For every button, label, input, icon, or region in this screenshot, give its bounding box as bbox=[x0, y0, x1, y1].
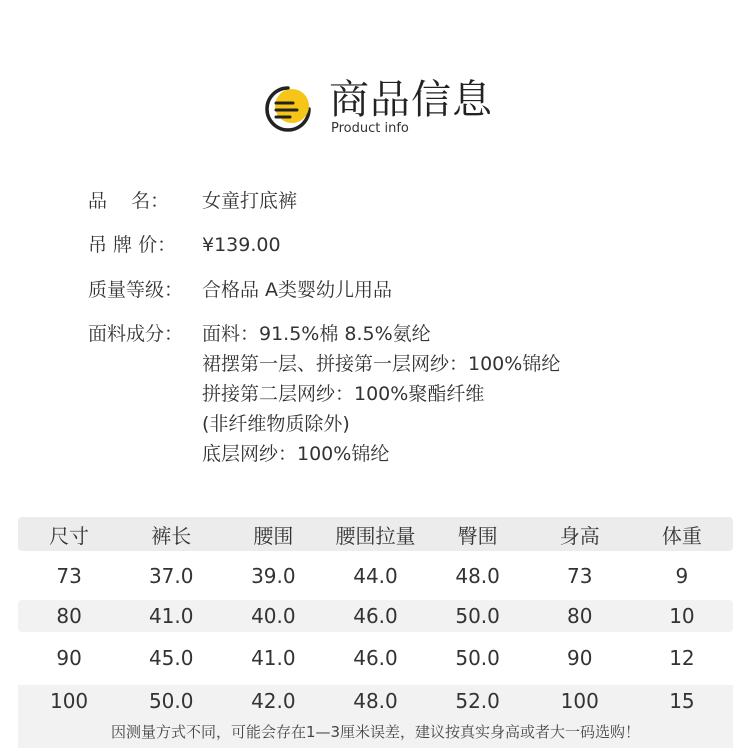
table-cell: 90 bbox=[567, 646, 593, 670]
table-cell: 46.0 bbox=[353, 646, 398, 670]
table-header-cell: 身高 bbox=[559, 523, 600, 548]
page-subtitle: Product info bbox=[331, 121, 409, 136]
table-cell: 40.0 bbox=[251, 604, 296, 628]
table-row bbox=[18, 642, 733, 674]
table-cell: 52.0 bbox=[455, 689, 500, 713]
table-cell: 42.0 bbox=[251, 689, 296, 713]
table-cell: 12 bbox=[669, 646, 695, 670]
info-row-name bbox=[88, 186, 728, 230]
menu-circle-icon bbox=[263, 84, 313, 134]
table-cell: 10 bbox=[669, 604, 695, 628]
info-value-line: 底层网纱：100%锦纶 bbox=[202, 443, 390, 465]
table-header-cell: 体重 bbox=[661, 523, 702, 548]
table-header-cell: 腰围拉量 bbox=[335, 523, 416, 548]
table-cell: 44.0 bbox=[353, 564, 398, 588]
info-row-fabric bbox=[88, 319, 728, 469]
table-cell: 100 bbox=[560, 689, 599, 713]
info-value-line: 女童打底裤 bbox=[202, 190, 298, 212]
table-cell: 100 bbox=[49, 689, 89, 713]
info-label: 质量等级： bbox=[88, 279, 184, 301]
info-value-line: ¥139.00 bbox=[202, 234, 281, 256]
size-table bbox=[18, 517, 733, 741]
info-value-line: 合格品 A类婴幼儿用品 bbox=[202, 279, 393, 301]
table-cell: 15 bbox=[669, 689, 695, 713]
table-cell: 46.0 bbox=[353, 604, 398, 628]
page-title: 商品信息 bbox=[329, 77, 493, 123]
info-value-line: 裙摆第一层、拼接第一层网纱：100%锦纶 bbox=[202, 353, 561, 375]
table-cell: 41.0 bbox=[148, 604, 194, 628]
info-value bbox=[202, 275, 728, 319]
measurement-note: 因测量方式不同，可能会存在1—3厘米误差，建议按真实身高或者大一码选购！ bbox=[18, 717, 733, 748]
product-info-header bbox=[263, 74, 523, 144]
info-value-line: 面料：91.5%棉 8.5%氨纶 bbox=[202, 323, 431, 345]
info-value bbox=[202, 186, 728, 230]
info-label: 品 名： bbox=[88, 190, 170, 212]
table-cell: 45.0 bbox=[148, 646, 194, 670]
table-header-cell: 尺寸 bbox=[49, 523, 90, 548]
table-cell: 9 bbox=[675, 564, 689, 588]
info-label: 面料成分： bbox=[88, 323, 184, 345]
table-row bbox=[18, 685, 733, 717]
table-cell: 50.0 bbox=[455, 604, 500, 628]
table-cell: 73 bbox=[56, 564, 82, 588]
table-cell: 48.0 bbox=[353, 689, 398, 713]
table-header-cell: 裤长 bbox=[151, 523, 192, 548]
table-row bbox=[18, 600, 733, 632]
table-cell: 90 bbox=[56, 646, 82, 670]
table-cell: 80 bbox=[56, 604, 82, 628]
table-cell: 50.0 bbox=[148, 689, 194, 713]
info-value-line: (非纤维物质除外) bbox=[202, 413, 350, 435]
info-value-line: 拼接第二层网纱：100%聚酯纤维 bbox=[202, 383, 485, 405]
table-cell: 50.0 bbox=[455, 646, 500, 670]
table-header-cell: 腰围 bbox=[253, 523, 294, 548]
table-cell: 39.0 bbox=[251, 564, 296, 588]
table-cell: 41.0 bbox=[251, 646, 296, 670]
table-cell: 37.0 bbox=[148, 564, 194, 588]
info-row-quality bbox=[88, 275, 728, 319]
table-cell: 73 bbox=[567, 564, 593, 588]
info-value bbox=[202, 319, 728, 469]
table-header-row bbox=[18, 517, 733, 551]
info-value bbox=[202, 230, 728, 275]
table-header-cell: 臀围 bbox=[457, 523, 498, 548]
table-row bbox=[18, 560, 733, 592]
info-label: 吊 牌 价： bbox=[88, 234, 177, 256]
info-row-price bbox=[88, 230, 728, 275]
table-cell: 48.0 bbox=[455, 564, 500, 588]
product-info-list bbox=[88, 186, 728, 469]
table-cell: 80 bbox=[567, 604, 593, 628]
